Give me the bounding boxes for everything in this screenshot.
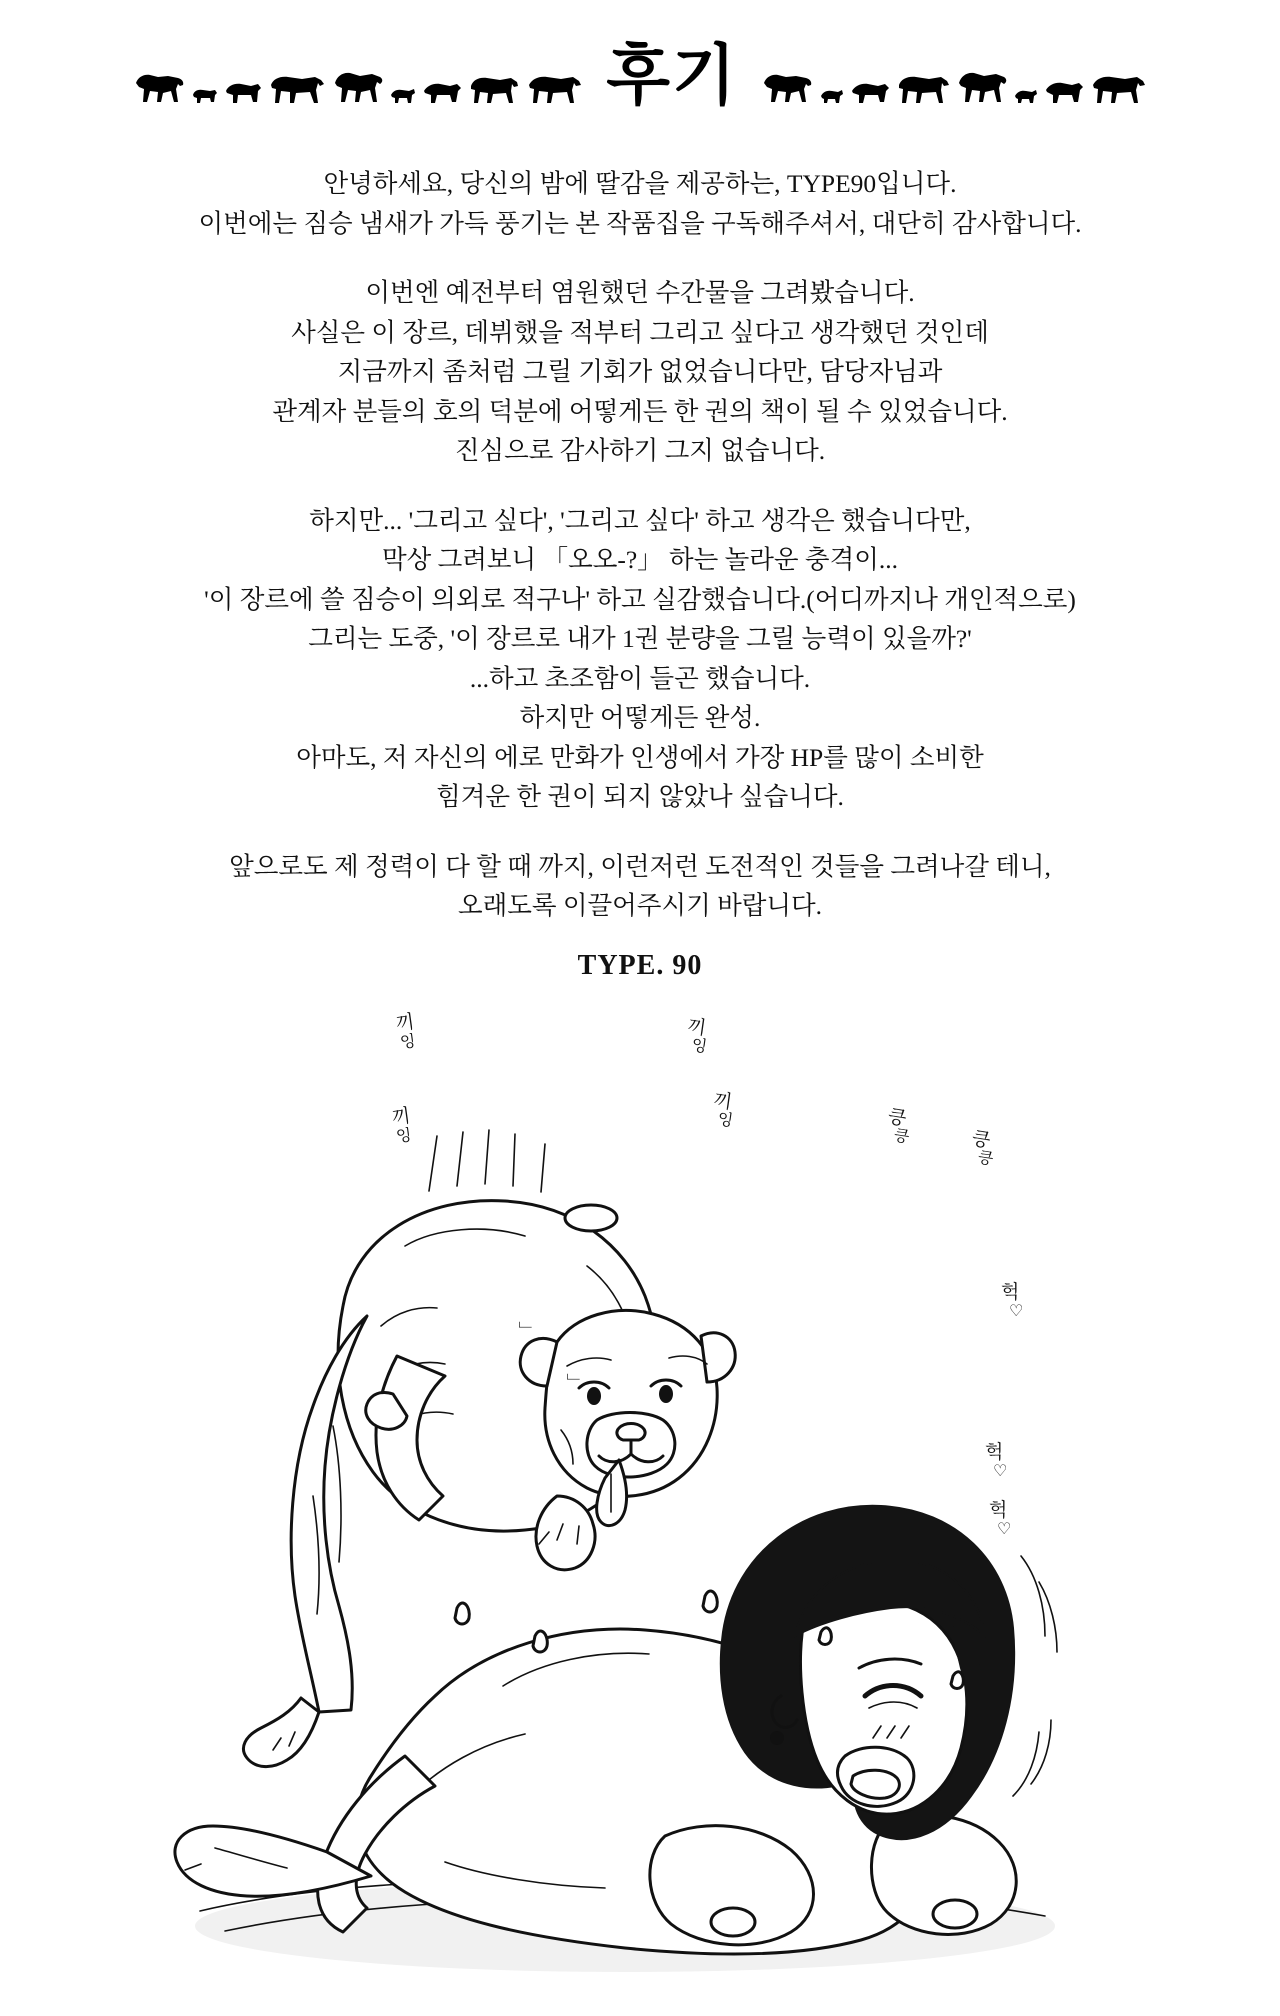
pig-silhouette-icon: [422, 81, 462, 105]
text-line: 관계자 분들의 호의 덕분에 어떻게든 한 권의 책이 될 수 있었습니다.: [272, 396, 1008, 426]
cow-silhouette-icon: [526, 73, 582, 105]
text-line: 힘겨운 한 권이 되지 않았나 싶습니다.: [436, 782, 844, 812]
illustration-artwork: [105, 996, 1175, 2016]
page-header: [105, 0, 1175, 130]
paragraph: [105, 273, 1175, 471]
text-line: 사실은 이 장르, 데뷔했을 적부터 그리고 싶다고 생각했던 것인데: [291, 317, 989, 347]
sfx-text: 끼: [686, 1015, 708, 1040]
goat-silhouette-icon: [820, 88, 844, 105]
sfx-text: 끼: [390, 1105, 412, 1129]
text-line: 진심으로 감사하기 그지 없습니다.: [454, 436, 826, 466]
pig-silhouette-icon: [850, 81, 890, 105]
author-signature: TYPE. 90: [577, 949, 703, 981]
sfx-text: ♡: [1009, 1302, 1024, 1320]
sfx-text: 잉: [399, 1032, 417, 1052]
sfx-text: 잉: [690, 1036, 709, 1056]
text-line: 그리는 도중, '이 장르로 내가 1권 분량을 그릴 능력이 있을까?': [308, 624, 972, 654]
text-line: 오래도록 이끌어주시기 바랍니다.: [458, 891, 822, 921]
horse-silhouette-icon: [134, 71, 186, 105]
horse-silhouette-icon: [762, 71, 814, 105]
sfx-text: 킁: [976, 1148, 995, 1169]
sfx-text: 킁: [892, 1126, 911, 1147]
sfx-text: 「: [519, 1320, 540, 1340]
cow-silhouette-icon: [896, 74, 950, 105]
sfx-text: 킁: [970, 1128, 992, 1152]
text-line: 이번엔 예전부터 염원했던 수간물을 그려봤습니다.: [365, 278, 915, 308]
horse-silhouette-icon: [332, 69, 384, 105]
sfx-text: 끼: [394, 1011, 416, 1035]
horse-silhouette-icon: [956, 69, 1008, 105]
sfx-text: 킁: [886, 1106, 908, 1130]
paragraph: [105, 164, 1175, 243]
animal-silhouettes-left: [134, 45, 582, 105]
sfx-text: 끼: [712, 1089, 734, 1114]
paragraph: [105, 847, 1175, 926]
sfx-text: 잉: [395, 1126, 413, 1146]
sfx-text: 헉: [989, 1499, 1008, 1521]
page-root: [105, 0, 1175, 2016]
text-line: 아마도, 저 자신의 에로 만화가 인생에서 가장 HP를 많이 소비한: [296, 742, 984, 772]
illustration-panel: [105, 996, 1175, 2016]
sfx-text: ♡: [993, 1462, 1008, 1480]
cow-silhouette-icon: [1090, 73, 1146, 105]
sfx-text: ♡: [997, 1520, 1012, 1538]
text-line: 이번에는 짐승 냄새가 가득 풍기는 본 작품집을 구독해주셔서, 대단히 감사합니다.: [198, 208, 1082, 238]
pig-silhouette-icon: [192, 87, 218, 105]
text-line: 앞으로도 제 정력이 다 할 때 까지, 이런저런 도전적인 것들을 그려나갈 테니,: [229, 851, 1051, 881]
sfx-text: 헉: [1001, 1281, 1020, 1303]
sfx-text: 잉: [716, 1110, 735, 1130]
text-line: 하지만... '그리고 싶다', '그리고 싶다' 하고 생각은 했습니다만,: [309, 505, 971, 535]
page-title: 후기: [606, 38, 738, 112]
text-line: 안녕하세요, 당신의 밤에 딸감을 제공하는, TYPE90입니다.: [323, 169, 957, 198]
sfx-text: 「: [567, 1372, 588, 1392]
pig-silhouette-icon: [224, 81, 262, 105]
sfx-text: 헉: [985, 1441, 1004, 1463]
cow-silhouette-icon: [268, 73, 326, 105]
afterword-body: [105, 164, 1175, 926]
goat-silhouette-icon: [1014, 88, 1038, 105]
goat-silhouette-icon: [390, 87, 416, 105]
text-line: 하지만 어떻게든 완성.: [519, 703, 761, 733]
text-line: ...하고 초조함이 들곤 했습니다.: [469, 663, 811, 693]
text-line: '이 장르에 쓸 짐승이 의외로 적구나' 하고 실감했습니다.(어디까지나 개인적으로): [204, 584, 1076, 614]
text-line: 지금까지 좀처럼 그릴 기회가 없었습니다만, 담당자님과: [337, 357, 943, 387]
pig-silhouette-icon: [1044, 80, 1084, 105]
paragraph: [105, 501, 1175, 817]
animal-silhouettes-right: [762, 45, 1146, 105]
cow-silhouette-icon: [468, 75, 520, 105]
text-line: 막상 그려보니 「오오-?」 하는 놀라운 충격이...: [382, 545, 898, 575]
